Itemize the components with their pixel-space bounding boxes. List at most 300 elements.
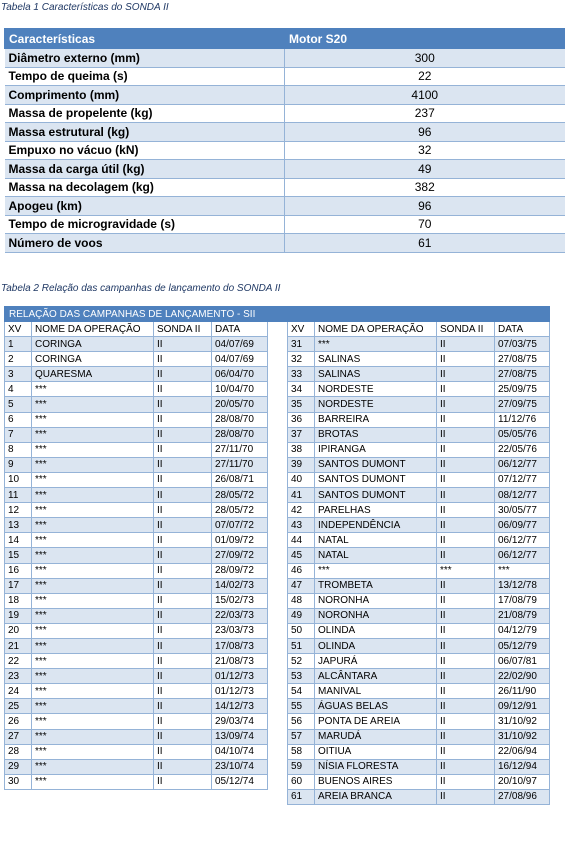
flight-number: 37 [288, 427, 315, 442]
sonda-version: II [437, 744, 495, 759]
flight-number: 8 [5, 442, 32, 457]
sonda-version: II [437, 699, 495, 714]
table1-caption: Tabela 1 Características do SONDA II [1, 2, 169, 13]
sonda-version: II [154, 578, 212, 593]
flight-number: 42 [288, 503, 315, 518]
launch-date: 28/08/70 [212, 412, 268, 427]
column-gap [268, 774, 288, 789]
launch-date: 21/08/73 [212, 654, 268, 669]
launch-date: 25/09/75 [495, 382, 550, 397]
operation-name: IPIRANGA [315, 442, 437, 457]
launch-date: 07/07/72 [212, 518, 268, 533]
operation-name: *** [32, 759, 154, 774]
launch-date: 26/11/90 [495, 684, 550, 699]
column-gap [268, 488, 288, 503]
characteristic-value: 96 [285, 123, 565, 142]
sonda-version: II [154, 427, 212, 442]
flight-number: 41 [288, 488, 315, 503]
launch-date: 08/12/77 [495, 488, 550, 503]
launch-date: 22/05/76 [495, 442, 550, 457]
launch-date: 27/08/75 [495, 367, 550, 382]
operation-name: TROMBETA [315, 578, 437, 593]
operation-name: ALCÂNTARA [315, 669, 437, 684]
campaigns-title: RELAÇÃO DAS CAMPANHAS DE LANÇAMENTO - SII [5, 307, 550, 322]
characteristic-value: 49 [285, 160, 565, 179]
operation-name-header: NOME DA OPERAÇÃO [32, 322, 154, 337]
launch-date: 29/03/74 [212, 714, 268, 729]
sonda-version: II [437, 427, 495, 442]
sonda-version: II [154, 382, 212, 397]
flight-number: 15 [5, 548, 32, 563]
flight-number: 43 [288, 518, 315, 533]
table-row [5, 488, 550, 503]
column-gap [268, 744, 288, 759]
characteristics-header: Características [5, 29, 285, 49]
launch-date: 09/12/91 [495, 699, 550, 714]
flight-number: 12 [5, 503, 32, 518]
sonda-version: II [154, 638, 212, 653]
characteristic-value: 96 [285, 197, 565, 216]
table-row [5, 337, 550, 352]
operation-name: SANTOS DUMONT [315, 488, 437, 503]
operation-name: *** [32, 503, 154, 518]
operation-name: NATAL [315, 533, 437, 548]
flight-number: 2 [5, 352, 32, 367]
operation-name: OLINDA [315, 638, 437, 653]
column-gap [268, 578, 288, 593]
column-gap [268, 427, 288, 442]
launch-date: *** [495, 563, 550, 578]
flight-number: 7 [5, 427, 32, 442]
launch-date: 04/07/69 [212, 352, 268, 367]
table-row [5, 563, 550, 578]
flight-number: 54 [288, 684, 315, 699]
operation-name: *** [32, 729, 154, 744]
sonda-version: II [154, 593, 212, 608]
characteristic-row [5, 160, 565, 179]
launch-date: 22/06/94 [495, 744, 550, 759]
sonda-version: II [154, 669, 212, 684]
column-gap [268, 638, 288, 653]
operation-name: SALINAS [315, 367, 437, 382]
characteristic-value: 237 [285, 104, 565, 123]
sonda-version: II [154, 457, 212, 472]
operation-name: *** [32, 412, 154, 427]
table-row [5, 774, 550, 789]
sonda-version: II [437, 774, 495, 789]
characteristics-header-row [5, 29, 565, 49]
launch-date: 26/08/71 [212, 472, 268, 487]
operation-name: *** [32, 457, 154, 472]
operation-name: *** [32, 744, 154, 759]
flight-number: 61 [288, 789, 315, 804]
launch-date: 20/05/70 [212, 397, 268, 412]
column-gap [268, 684, 288, 699]
operation-name: QUARESMA [32, 367, 154, 382]
flight-number: 53 [288, 669, 315, 684]
column-gap [268, 654, 288, 669]
flight-number: 20 [5, 623, 32, 638]
operation-name: *** [32, 623, 154, 638]
launch-date: 27/09/72 [212, 548, 268, 563]
column-header-row [5, 322, 550, 337]
operation-name: BROTAS [315, 427, 437, 442]
launch-date: 16/12/94 [495, 759, 550, 774]
characteristic-row [5, 49, 565, 68]
characteristic-label: Diâmetro externo (mm) [5, 49, 285, 68]
column-gap [268, 442, 288, 457]
characteristic-label: Tempo de queima (s) [5, 67, 285, 86]
column-gap [268, 533, 288, 548]
sonda-version: II [437, 729, 495, 744]
operation-name: PARELHAS [315, 503, 437, 518]
flight-number: 16 [5, 563, 32, 578]
column-gap [268, 518, 288, 533]
xv-header: XV [288, 322, 315, 337]
operation-name: SANTOS DUMONT [315, 472, 437, 487]
operation-name: *** [32, 488, 154, 503]
flight-number: 21 [5, 638, 32, 653]
operation-name: *** [32, 427, 154, 442]
column-gap [268, 593, 288, 608]
operation-name: *** [32, 382, 154, 397]
flight-number: 40 [288, 472, 315, 487]
sonda-version: II [154, 442, 212, 457]
sonda-version: II [437, 457, 495, 472]
flight-number: 59 [288, 759, 315, 774]
operation-name: NÍSIA FLORESTA [315, 759, 437, 774]
table-row [5, 442, 550, 457]
operation-name: BUENOS AIRES [315, 774, 437, 789]
table-row [5, 669, 550, 684]
sonda-version: II [437, 382, 495, 397]
characteristic-row [5, 86, 565, 105]
column-gap [268, 412, 288, 427]
characteristic-row [5, 215, 565, 234]
table-row [5, 638, 550, 653]
operation-name: *** [32, 608, 154, 623]
flight-number: 36 [288, 412, 315, 427]
sonda-version: II [154, 472, 212, 487]
flight-number: 55 [288, 699, 315, 714]
column-gap [268, 789, 288, 804]
empty-cell [5, 789, 32, 804]
column-gap [268, 759, 288, 774]
launch-date: 27/08/75 [495, 352, 550, 367]
flight-number: 60 [288, 774, 315, 789]
launch-date: 06/07/81 [495, 654, 550, 669]
sonda-version: II [154, 744, 212, 759]
launch-date: 01/12/73 [212, 669, 268, 684]
column-gap [268, 729, 288, 744]
operation-name: *** [32, 578, 154, 593]
characteristic-value: 22 [285, 67, 565, 86]
sonda-version: II [437, 638, 495, 653]
operation-name: *** [32, 548, 154, 563]
sonda-header: SONDA II [437, 322, 495, 337]
sonda-version: II [154, 548, 212, 563]
sonda-version: II [437, 397, 495, 412]
launch-date: 05/05/76 [495, 427, 550, 442]
launch-date: 04/10/74 [212, 744, 268, 759]
launch-date: 28/05/72 [212, 488, 268, 503]
flight-number: 52 [288, 654, 315, 669]
launch-date: 28/09/72 [212, 563, 268, 578]
flight-number: 51 [288, 638, 315, 653]
sonda-version: II [154, 623, 212, 638]
characteristic-row [5, 197, 565, 216]
operation-name: *** [32, 593, 154, 608]
operation-name: CORINGA [32, 337, 154, 352]
sonda-version: II [437, 518, 495, 533]
operation-name: SALINAS [315, 352, 437, 367]
flight-number: 17 [5, 578, 32, 593]
characteristic-label: Comprimento (mm) [5, 86, 285, 105]
table-row [5, 578, 550, 593]
operation-name: NATAL [315, 548, 437, 563]
column-gap [268, 669, 288, 684]
flight-number: 28 [5, 744, 32, 759]
characteristic-row [5, 141, 565, 160]
characteristic-value: 61 [285, 234, 565, 253]
motor-header: Motor S20 [285, 29, 565, 49]
launch-date: 30/05/77 [495, 503, 550, 518]
flight-number: 38 [288, 442, 315, 457]
sonda-version: II [437, 608, 495, 623]
flight-number: 57 [288, 729, 315, 744]
sonda-version: II [154, 608, 212, 623]
flight-number: 27 [5, 729, 32, 744]
launch-date: 13/12/78 [495, 578, 550, 593]
operation-name: *** [32, 654, 154, 669]
column-gap [268, 337, 288, 352]
operation-name: INDEPENDÊNCIA [315, 518, 437, 533]
flight-number: 44 [288, 533, 315, 548]
flight-number: 24 [5, 684, 32, 699]
column-gap [268, 608, 288, 623]
sonda-version: II [154, 397, 212, 412]
sonda-version: II [437, 533, 495, 548]
empty-cell [154, 789, 212, 804]
sonda-version: II [437, 352, 495, 367]
operation-name: NORONHA [315, 608, 437, 623]
operation-name: MARUDÁ [315, 729, 437, 744]
sonda-version: II [437, 759, 495, 774]
operation-name: NORONHA [315, 593, 437, 608]
characteristic-label: Número de voos [5, 234, 285, 253]
sonda-version: II [437, 684, 495, 699]
operation-name: SANTOS DUMONT [315, 457, 437, 472]
launch-date: 06/04/70 [212, 367, 268, 382]
sonda-version: II [154, 684, 212, 699]
flight-number: 56 [288, 714, 315, 729]
flight-number: 50 [288, 623, 315, 638]
flight-number: 47 [288, 578, 315, 593]
flight-number: 1 [5, 337, 32, 352]
launch-date: 10/04/70 [212, 382, 268, 397]
characteristic-row [5, 234, 565, 253]
sonda-version: II [154, 533, 212, 548]
launch-date: 31/10/92 [495, 714, 550, 729]
empty-cell [32, 789, 154, 804]
characteristic-label: Massa na decolagem (kg) [5, 178, 285, 197]
sonda-version: II [437, 367, 495, 382]
characteristic-row [5, 178, 565, 197]
table-row [5, 744, 550, 759]
sonda-version: II [154, 488, 212, 503]
flight-number: 30 [5, 774, 32, 789]
characteristic-label: Tempo de microgravidade (s) [5, 215, 285, 234]
launch-date: 01/09/72 [212, 533, 268, 548]
column-gap [268, 472, 288, 487]
launch-date: 05/12/79 [495, 638, 550, 653]
table-row [5, 533, 550, 548]
sonda-version: II [154, 654, 212, 669]
launch-date: 13/09/74 [212, 729, 268, 744]
flight-number: 22 [5, 654, 32, 669]
empty-cell [212, 789, 268, 804]
sonda-version: II [437, 337, 495, 352]
table-row [5, 789, 550, 804]
flight-number: 13 [5, 518, 32, 533]
flight-number: 18 [5, 593, 32, 608]
column-gap [268, 352, 288, 367]
sonda-version: II [437, 488, 495, 503]
table-row [5, 352, 550, 367]
flight-number: 6 [5, 412, 32, 427]
launch-date: 22/03/73 [212, 608, 268, 623]
operation-name-header: NOME DA OPERAÇÃO [315, 322, 437, 337]
flight-number: 11 [5, 488, 32, 503]
table-row [5, 397, 550, 412]
launch-date: 06/12/77 [495, 548, 550, 563]
table2-caption: Tabela 2 Relação das campanhas de lançamento do SONDA II [1, 283, 281, 294]
characteristics-table [4, 28, 565, 253]
launch-date: 06/12/77 [495, 457, 550, 472]
sonda-version: II [154, 412, 212, 427]
sonda-version: II [154, 699, 212, 714]
sonda-version: *** [437, 563, 495, 578]
sonda-version: II [154, 367, 212, 382]
launch-date: 15/02/73 [212, 593, 268, 608]
launch-date: 04/07/69 [212, 337, 268, 352]
flight-number: 10 [5, 472, 32, 487]
launch-date: 14/12/73 [212, 699, 268, 714]
column-gap [268, 714, 288, 729]
sonda-version: II [154, 337, 212, 352]
launch-date: 27/11/70 [212, 457, 268, 472]
characteristic-value: 4100 [285, 86, 565, 105]
operation-name: OITIUA [315, 744, 437, 759]
operation-name: NORDESTE [315, 382, 437, 397]
column-gap [268, 548, 288, 563]
operation-name: *** [32, 699, 154, 714]
sonda-version: II [154, 518, 212, 533]
flight-number: 35 [288, 397, 315, 412]
flight-number: 58 [288, 744, 315, 759]
column-gap [268, 397, 288, 412]
launch-date: 05/12/74 [212, 774, 268, 789]
operation-name: *** [32, 563, 154, 578]
sonda-version: II [437, 623, 495, 638]
launch-date: 23/10/74 [212, 759, 268, 774]
operation-name: BARREIRA [315, 412, 437, 427]
column-gap [268, 322, 288, 337]
table-row [5, 623, 550, 638]
sonda-version: II [437, 548, 495, 563]
launch-campaigns-table [4, 306, 550, 805]
table-row [5, 427, 550, 442]
flight-number: 32 [288, 352, 315, 367]
operation-name: *** [32, 472, 154, 487]
sonda-header: SONDA II [154, 322, 212, 337]
operation-name: *** [32, 518, 154, 533]
sonda-version: II [437, 442, 495, 457]
flight-number: 46 [288, 563, 315, 578]
operation-name: AREIA BRANCA [315, 789, 437, 804]
characteristic-value: 70 [285, 215, 565, 234]
operation-name: JAPURÁ [315, 654, 437, 669]
flight-number: 49 [288, 608, 315, 623]
operation-name: OLINDA [315, 623, 437, 638]
characteristic-row [5, 104, 565, 123]
flight-number: 25 [5, 699, 32, 714]
flight-number: 48 [288, 593, 315, 608]
flight-number: 33 [288, 367, 315, 382]
date-header: DATA [212, 322, 268, 337]
launch-date: 21/08/79 [495, 608, 550, 623]
column-gap [268, 699, 288, 714]
table-row [5, 457, 550, 472]
column-gap [268, 503, 288, 518]
launch-date: 07/12/77 [495, 472, 550, 487]
launch-date: 23/03/73 [212, 623, 268, 638]
flight-number: 14 [5, 533, 32, 548]
operation-name: *** [315, 337, 437, 352]
launch-date: 28/08/70 [212, 427, 268, 442]
table-row [5, 548, 550, 563]
launch-date: 28/05/72 [212, 503, 268, 518]
characteristic-label: Massa estrutural (kg) [5, 123, 285, 142]
column-gap [268, 367, 288, 382]
flight-number: 23 [5, 669, 32, 684]
operation-name: *** [32, 714, 154, 729]
characteristic-label: Empuxo no vácuo (kN) [5, 141, 285, 160]
flight-number: 45 [288, 548, 315, 563]
operation-name: *** [32, 669, 154, 684]
flight-number: 31 [288, 337, 315, 352]
table-row [5, 367, 550, 382]
xv-header: XV [5, 322, 32, 337]
launch-date: 17/08/79 [495, 593, 550, 608]
launch-date: 11/12/76 [495, 412, 550, 427]
operation-name: *** [315, 563, 437, 578]
sonda-version: II [437, 472, 495, 487]
flight-number: 4 [5, 382, 32, 397]
characteristic-label: Apogeu (km) [5, 197, 285, 216]
sonda-version: II [437, 503, 495, 518]
sonda-version: II [437, 714, 495, 729]
sonda-version: II [154, 774, 212, 789]
sonda-version: II [154, 503, 212, 518]
sonda-version: II [437, 789, 495, 804]
date-header: DATA [495, 322, 550, 337]
sonda-version: II [437, 593, 495, 608]
flight-number: 9 [5, 457, 32, 472]
launch-date: 17/08/73 [212, 638, 268, 653]
launch-date: 14/02/73 [212, 578, 268, 593]
operation-name: NORDESTE [315, 397, 437, 412]
